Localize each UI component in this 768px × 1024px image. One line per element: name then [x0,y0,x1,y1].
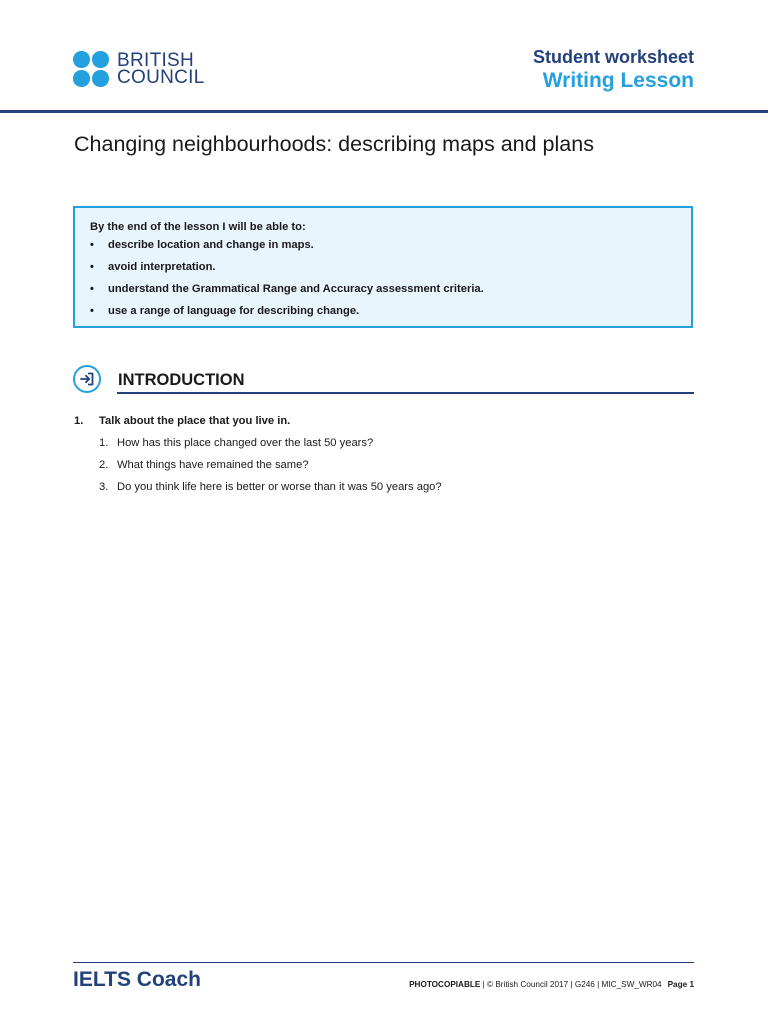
subquestion-number: 1. [99,437,109,449]
subquestion-text: How has this place changed over the last 50 years? [117,437,374,449]
photocopiable-label: PHOTOCOPIABLE [409,980,481,989]
subquestion-text: Do you think life here is better or worse than it was 50 years ago? [117,481,442,493]
header-divider [0,110,768,113]
section-divider [117,392,694,394]
worksheet-subtitle: Student worksheet [532,47,694,67]
objective-item [90,260,484,274]
objectives-intro: By the end of the lesson I will be able to: [90,221,306,233]
logo-wordmark [117,52,205,86]
question-text: Talk about the place that you live in. [99,415,291,427]
question-1 [74,414,694,502]
objective-text: describe location and change in maps. [108,239,314,251]
subquestion-item [74,480,694,494]
objective-text: understand the Grammatical Range and Accuracy assessment criteria. [108,283,484,295]
worksheet-header [533,46,694,94]
subquestion-item [74,458,694,472]
subquestion-text: What things have remained the same? [117,459,309,471]
bullet-icon: • [90,283,94,295]
objective-item [90,304,484,318]
copyright-text: | © British Council 2017 | G246 | MIC_SW_WR04 [480,980,662,989]
objective-text: avoid interpretation. [108,261,216,273]
worksheet-title: Writing Lesson [542,69,694,92]
page-number: Page 1 [667,980,694,989]
learning-objectives-box [73,206,693,328]
subquestion-list [74,436,694,494]
logo-dots-icon [73,51,111,87]
objective-item [90,282,484,296]
footer-divider [73,962,694,963]
objective-text: use a range of language for describing change. [108,305,360,317]
bullet-icon: • [90,261,94,273]
footer-info [409,979,694,991]
bullet-icon: • [90,305,94,317]
british-council-logo [73,51,205,87]
enter-arrow-icon [73,365,101,393]
subquestion-number: 3. [99,481,109,493]
subquestion-item [74,436,694,450]
question-prompt [74,414,694,428]
section-heading-introduction: INTRODUCTION [118,371,245,389]
bullet-icon: • [90,239,94,251]
subquestion-number: 2. [99,459,109,471]
logo-line-1: BRITISH [117,50,195,71]
footer-brand: IELTS Coach [73,968,201,991]
page-title: Changing neighbourhoods: describing maps and plans [74,132,594,156]
logo-line-2: COUNCIL [117,67,205,88]
question-number: 1. [74,415,84,427]
objectives-list [90,238,484,326]
objective-item [90,238,484,252]
